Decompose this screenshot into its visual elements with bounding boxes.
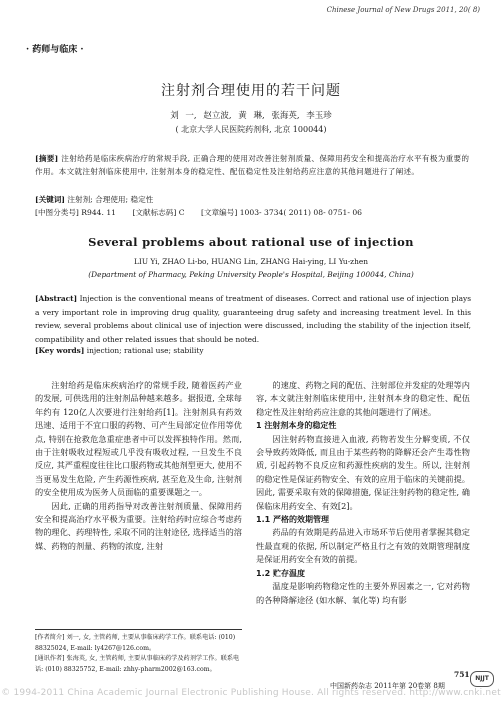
abstract-en-label: [Abstract] [35, 294, 78, 303]
section-heading-1-1: 1.1 严格的效期管理 [256, 515, 329, 525]
keywords-en-label: [Key words] [35, 346, 85, 355]
copyright-watermark: © 1994-2011 China Academic Journal Electronic Publishing House. All rights reserved. http://www.cnki.net [1, 688, 501, 698]
abstract-en-text: Injection is the conventional means of treatment of diseases. Correct and rational use of injection plays a very important role in improving drug quality, guaranteeing drug safety and increasing treatment level. In this review, several problems about clinical use of injection were discussed, including the stability of the injection itself, compatibility and other related issues that should be noted. [35, 294, 471, 344]
body-paragraph: 的速度、药物之间的配伍、注射部位并发症的处理等内容, 本文就注射剂临床使用中, 注射剂本身的稳定性、配伍稳定性及注射给药应注意的其他问题进行了阐述。 [256, 380, 470, 417]
section-tag: · 药师与临床 · [26, 45, 84, 55]
affiliation-cn: ( 北京大学人民医院药剂科, 北京 100044) [175, 125, 327, 134]
footnote-corresponding: [通讯作者] 张海英, 女, 主管药师, 主要从事临床药学及药剂学工作。联系电话: (010) 88325752, E-mail: zhhy-pharm2002@163.com。 [35, 655, 240, 673]
section-heading-1-2: 1.2 贮存温度 [256, 568, 305, 578]
keywords-cn-text: 注射剂; 合理使用; 稳定性 [67, 195, 154, 204]
keywords-cn [35, 194, 153, 205]
footnote-divider [35, 629, 242, 630]
running-head: Chinese Journal of New Drugs 2011, 20( 8) [326, 6, 480, 14]
section-heading-1: 1 注射剂本身的稳定性 [256, 421, 337, 431]
abstract-en [35, 292, 471, 346]
abstract-cn-label: [摘要] [35, 154, 59, 163]
body-paragraph: 温度是影响药物稳定性的主要外界因素之一, 它对药物的各种降解途径 (如水解、氧化等) 均有影 [256, 581, 470, 605]
keywords-cn-label: [关键词] [35, 195, 65, 204]
abstract-cn [35, 152, 471, 178]
journal-footer: 中国新药杂志 2011年第 20卷第 8期 [330, 682, 445, 690]
journal-logo-icon: NJJT [470, 671, 494, 687]
classification-cn [35, 207, 376, 218]
document-code: [文献标志码] C [132, 208, 185, 217]
affiliation-en: (Department of Pharmacy, Peking University People's Hospital, Beijing 100044, China) [88, 270, 414, 279]
footnote-author: [作者简介] 刘一, 女, 主管药师, 主要从事临床药学工作。联系电话: (010) 88325024, E-mail: ly4267@126.com。 [35, 634, 236, 652]
keywords-en-text: injection; rational use; stability [86, 346, 204, 355]
body-column-right [256, 379, 470, 607]
article-number: [文章编号] 1003- 3734( 2011) 08- 0751- 06 [200, 208, 363, 217]
body-paragraph: 因注射药物直接进入血液, 药物若发生分解变质, 不仅会导致药效降低, 而且由于某些药物的降解还会产生毒性物质, 引起药物不良反应和药源性疾病的发生。所以, 注射剂的稳定性是保证药物安全、有效的应用于临床的关键前提。因此, 需要采取有效的保障措施, 保证注射药物的稳定性, 确保临床用药安全、有效[2]。 [256, 433, 470, 511]
body-paragraph: 因此, 正确的用药指导对改善注射剂质量、保障用药安全和提高治疗水平极为重要。注射给药时应综合考虑药物的理化、药理特性, 采取不同的注射途径, 选择适当的溶媒、药物的剂量、药物的浓度, 注射 [35, 500, 242, 551]
footnotes [35, 633, 242, 675]
abstract-cn-text: 注射给药是临床疾病治疗的常规手段, 正确合理的使用对改善注射剂质量、保障用药安全和提高治疗水平有极为重要的作用。本文就注射剂临床使用中, 注射剂本身的稳定性、配伍稳定性及注射给药应注意的其他问题进行了阐述。 [35, 154, 470, 176]
authors-en: LIU Yi, ZHAO Li-bo, HUANG Lin, ZHANG Hai-ying, LI Yu-zhen [134, 257, 368, 266]
body-column-left [35, 379, 242, 553]
keywords-en [35, 346, 204, 355]
page-number: 751 [454, 670, 470, 679]
page-title-en: Several problems about rational use of injection [88, 235, 414, 249]
page-title-cn: 注射剂合理使用的若干问题 [161, 83, 341, 99]
body-paragraph: 注射给药是临床疾病治疗的常规手段, 随着医药产业的发展, 可供选用的注射剂品种越来越多。据报道, 全球每年约有 120亿人次要进行注射给药[1]。注射剂具有药效迅速、适用于不宜口服的药物、可产生局部定位作用等优点, 特别在抢救危急重症患者中可以发挥独特作用。然而, 由于注射吸收过程短或几乎没有吸收过程, 一旦发生不良反应, 其严重程度往往比口服药物或其他剂型更大, 使用不当更易发生危险, 产生药源性疾病, 甚至危及生命, 注射剂的安全使用成为医务人员面临的重要课题之一。 [35, 380, 242, 498]
clc-number: [中图分类号] R944. 11 [35, 208, 117, 217]
body-paragraph: 药品的有效期是药品进入市场环节后使用者掌握其稳定性最直观的依据, 所以制定严格且行之有效的效期管理制度是保证用药安全有效的前提。 [256, 527, 470, 565]
authors-cn: 刘 一, 赵立波, 黄 琳, 张海英, 李玉珍 [170, 111, 332, 121]
